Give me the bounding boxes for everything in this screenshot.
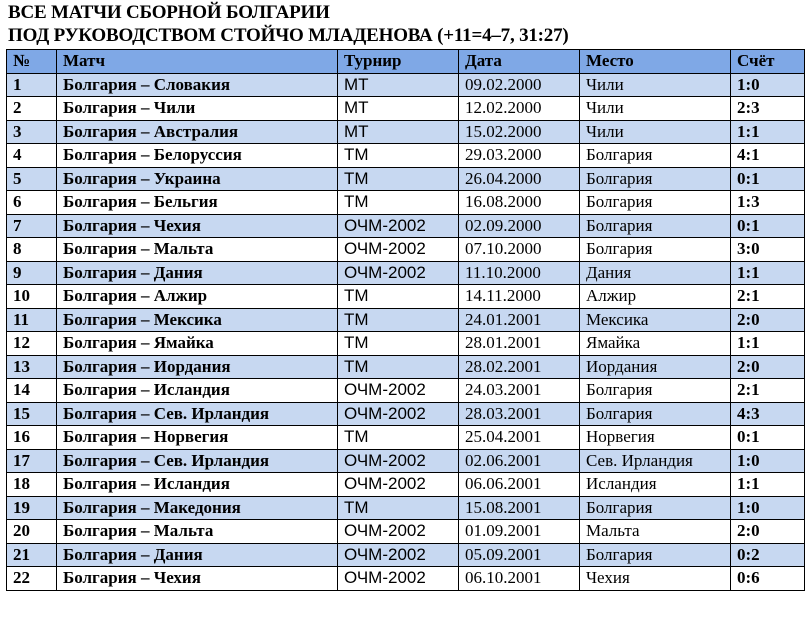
cell-tournament: МТ bbox=[338, 120, 459, 144]
cell-score: 1:0 bbox=[731, 496, 805, 520]
header-tournament: Турнир bbox=[338, 50, 459, 74]
cell-place: Дания bbox=[580, 261, 731, 285]
cell-place: Чили bbox=[580, 97, 731, 121]
cell-date: 15.02.2000 bbox=[459, 120, 580, 144]
cell-num: 16 bbox=[7, 426, 57, 450]
cell-date: 07.10.2000 bbox=[459, 238, 580, 262]
cell-place: Чехия bbox=[580, 567, 731, 591]
cell-score: 4:3 bbox=[731, 402, 805, 426]
cell-place: Болгария bbox=[580, 238, 731, 262]
cell-date: 28.03.2001 bbox=[459, 402, 580, 426]
cell-match: Болгария – Сев. Ирландия bbox=[57, 449, 338, 473]
cell-num: 18 bbox=[7, 473, 57, 497]
cell-date: 28.01.2001 bbox=[459, 332, 580, 356]
cell-tournament: ТМ bbox=[338, 332, 459, 356]
cell-match: Болгария – Мексика bbox=[57, 308, 338, 332]
table-body bbox=[7, 73, 805, 590]
cell-num: 15 bbox=[7, 402, 57, 426]
cell-tournament: ТМ bbox=[338, 167, 459, 191]
cell-place: Сев. Ирландия bbox=[580, 449, 731, 473]
cell-date: 05.09.2001 bbox=[459, 543, 580, 567]
cell-date: 15.08.2001 bbox=[459, 496, 580, 520]
table-row bbox=[7, 379, 805, 403]
cell-date: 25.04.2001 bbox=[459, 426, 580, 450]
table-row bbox=[7, 167, 805, 191]
table-row bbox=[7, 449, 805, 473]
title-line-2: ПОД РУКОВОДСТВОМ СТОЙЧО МЛАДЕНОВА (+11=4–7, 31:27) bbox=[8, 25, 569, 46]
cell-place: Чили bbox=[580, 120, 731, 144]
cell-score: 0:1 bbox=[731, 167, 805, 191]
cell-tournament: МТ bbox=[338, 97, 459, 121]
cell-match: Болгария – Алжир bbox=[57, 285, 338, 309]
cell-place: Болгария bbox=[580, 402, 731, 426]
table-row bbox=[7, 238, 805, 262]
table-row bbox=[7, 543, 805, 567]
table-row bbox=[7, 191, 805, 215]
cell-date: 24.01.2001 bbox=[459, 308, 580, 332]
table-row bbox=[7, 496, 805, 520]
cell-num: 6 bbox=[7, 191, 57, 215]
table-row bbox=[7, 214, 805, 238]
cell-place: Болгария bbox=[580, 543, 731, 567]
cell-score: 1:1 bbox=[731, 332, 805, 356]
cell-num: 12 bbox=[7, 332, 57, 356]
cell-score: 1:1 bbox=[731, 120, 805, 144]
table-row bbox=[7, 73, 805, 97]
cell-match: Болгария – Норвегия bbox=[57, 426, 338, 450]
cell-tournament: ТМ bbox=[338, 355, 459, 379]
cell-place: Норвегия bbox=[580, 426, 731, 450]
header-score: Счёт bbox=[731, 50, 805, 74]
cell-date: 29.03.2000 bbox=[459, 144, 580, 168]
cell-date: 14.11.2000 bbox=[459, 285, 580, 309]
cell-match: Болгария – Чехия bbox=[57, 214, 338, 238]
cell-num: 4 bbox=[7, 144, 57, 168]
cell-date: 11.10.2000 bbox=[459, 261, 580, 285]
cell-match: Болгария – Мальта bbox=[57, 238, 338, 262]
cell-num: 17 bbox=[7, 449, 57, 473]
cell-score: 2:0 bbox=[731, 355, 805, 379]
cell-match: Болгария – Украина bbox=[57, 167, 338, 191]
cell-match: Болгария – Мальта bbox=[57, 520, 338, 544]
table-row bbox=[7, 402, 805, 426]
cell-match: Болгария – Ямайка bbox=[57, 332, 338, 356]
cell-place: Мексика bbox=[580, 308, 731, 332]
header-place: Место bbox=[580, 50, 731, 74]
cell-date: 02.06.2001 bbox=[459, 449, 580, 473]
cell-num: 3 bbox=[7, 120, 57, 144]
cell-score: 0:1 bbox=[731, 214, 805, 238]
cell-num: 5 bbox=[7, 167, 57, 191]
cell-score: 3:0 bbox=[731, 238, 805, 262]
cell-tournament: ОЧМ-2002 bbox=[338, 214, 459, 238]
cell-date: 02.09.2000 bbox=[459, 214, 580, 238]
cell-match: Болгария – Дания bbox=[57, 261, 338, 285]
table-row bbox=[7, 120, 805, 144]
cell-num: 1 bbox=[7, 73, 57, 97]
cell-num: 7 bbox=[7, 214, 57, 238]
cell-score: 2:1 bbox=[731, 285, 805, 309]
cell-date: 12.02.2000 bbox=[459, 97, 580, 121]
cell-tournament: ОЧМ-2002 bbox=[338, 261, 459, 285]
header-num: № bbox=[7, 50, 57, 74]
table-row bbox=[7, 567, 805, 591]
cell-num: 22 bbox=[7, 567, 57, 591]
table-row bbox=[7, 332, 805, 356]
cell-tournament: ОЧМ-2002 bbox=[338, 379, 459, 403]
cell-place: Исландия bbox=[580, 473, 731, 497]
cell-tournament: ТМ bbox=[338, 191, 459, 215]
table-row bbox=[7, 308, 805, 332]
cell-score: 1:1 bbox=[731, 473, 805, 497]
cell-tournament: ТМ bbox=[338, 496, 459, 520]
cell-place: Иордания bbox=[580, 355, 731, 379]
cell-match: Болгария – Бельгия bbox=[57, 191, 338, 215]
cell-score: 0:2 bbox=[731, 543, 805, 567]
cell-score: 1:3 bbox=[731, 191, 805, 215]
cell-num: 10 bbox=[7, 285, 57, 309]
cell-place: Болгария bbox=[580, 144, 731, 168]
cell-num: 8 bbox=[7, 238, 57, 262]
cell-match: Болгария – Чехия bbox=[57, 567, 338, 591]
cell-num: 19 bbox=[7, 496, 57, 520]
cell-place: Мальта bbox=[580, 520, 731, 544]
cell-score: 2:1 bbox=[731, 379, 805, 403]
cell-num: 13 bbox=[7, 355, 57, 379]
cell-score: 2:0 bbox=[731, 520, 805, 544]
cell-num: 2 bbox=[7, 97, 57, 121]
cell-place: Ямайка bbox=[580, 332, 731, 356]
cell-tournament: ОЧМ-2002 bbox=[338, 543, 459, 567]
cell-place: Чили bbox=[580, 73, 731, 97]
cell-date: 28.02.2001 bbox=[459, 355, 580, 379]
cell-score: 1:1 bbox=[731, 261, 805, 285]
table-header-row bbox=[7, 50, 805, 74]
cell-match: Болгария – Исландия bbox=[57, 379, 338, 403]
matches-table bbox=[6, 49, 805, 591]
table-row bbox=[7, 355, 805, 379]
cell-place: Болгария bbox=[580, 191, 731, 215]
table-row bbox=[7, 285, 805, 309]
page-title bbox=[8, 1, 569, 47]
header-date: Дата bbox=[459, 50, 580, 74]
cell-match: Болгария – Чили bbox=[57, 97, 338, 121]
table-row bbox=[7, 144, 805, 168]
cell-score: 1:0 bbox=[731, 449, 805, 473]
table-row bbox=[7, 473, 805, 497]
cell-score: 0:6 bbox=[731, 567, 805, 591]
cell-place: Болгария bbox=[580, 379, 731, 403]
cell-match: Болгария – Иордания bbox=[57, 355, 338, 379]
cell-place: Болгария bbox=[580, 214, 731, 238]
table-row bbox=[7, 97, 805, 121]
cell-score: 0:1 bbox=[731, 426, 805, 450]
table-row bbox=[7, 426, 805, 450]
cell-date: 06.10.2001 bbox=[459, 567, 580, 591]
cell-num: 9 bbox=[7, 261, 57, 285]
cell-match: Болгария – Австралия bbox=[57, 120, 338, 144]
cell-place: Алжир bbox=[580, 285, 731, 309]
cell-score: 2:0 bbox=[731, 308, 805, 332]
cell-date: 09.02.2000 bbox=[459, 73, 580, 97]
cell-place: Болгария bbox=[580, 496, 731, 520]
cell-score: 4:1 bbox=[731, 144, 805, 168]
cell-tournament: ТМ bbox=[338, 285, 459, 309]
header-match: Матч bbox=[57, 50, 338, 74]
cell-tournament: ОЧМ-2002 bbox=[338, 402, 459, 426]
cell-tournament: ОЧМ-2002 bbox=[338, 567, 459, 591]
title-line-1: ВСЕ МАТЧИ СБОРНОЙ БОЛГАРИИ bbox=[8, 2, 330, 23]
cell-score: 2:3 bbox=[731, 97, 805, 121]
cell-tournament: ТМ bbox=[338, 144, 459, 168]
cell-match: Болгария – Белоруссия bbox=[57, 144, 338, 168]
cell-num: 14 bbox=[7, 379, 57, 403]
cell-date: 16.08.2000 bbox=[459, 191, 580, 215]
cell-match: Болгария – Дания bbox=[57, 543, 338, 567]
cell-tournament: МТ bbox=[338, 73, 459, 97]
cell-tournament: ОЧМ-2002 bbox=[338, 520, 459, 544]
cell-tournament: ТМ bbox=[338, 426, 459, 450]
table-row bbox=[7, 261, 805, 285]
cell-num: 11 bbox=[7, 308, 57, 332]
cell-tournament: ОЧМ-2002 bbox=[338, 238, 459, 262]
cell-tournament: ОЧМ-2002 bbox=[338, 473, 459, 497]
cell-score: 1:0 bbox=[731, 73, 805, 97]
cell-match: Болгария – Словакия bbox=[57, 73, 338, 97]
cell-match: Болгария – Исландия bbox=[57, 473, 338, 497]
cell-date: 24.03.2001 bbox=[459, 379, 580, 403]
cell-match: Болгария – Сев. Ирландия bbox=[57, 402, 338, 426]
cell-tournament: ОЧМ-2002 bbox=[338, 449, 459, 473]
cell-date: 06.06.2001 bbox=[459, 473, 580, 497]
cell-tournament: ТМ bbox=[338, 308, 459, 332]
cell-date: 01.09.2001 bbox=[459, 520, 580, 544]
cell-num: 20 bbox=[7, 520, 57, 544]
cell-date: 26.04.2000 bbox=[459, 167, 580, 191]
cell-match: Болгария – Македония bbox=[57, 496, 338, 520]
table-row bbox=[7, 520, 805, 544]
cell-place: Болгария bbox=[580, 167, 731, 191]
cell-num: 21 bbox=[7, 543, 57, 567]
